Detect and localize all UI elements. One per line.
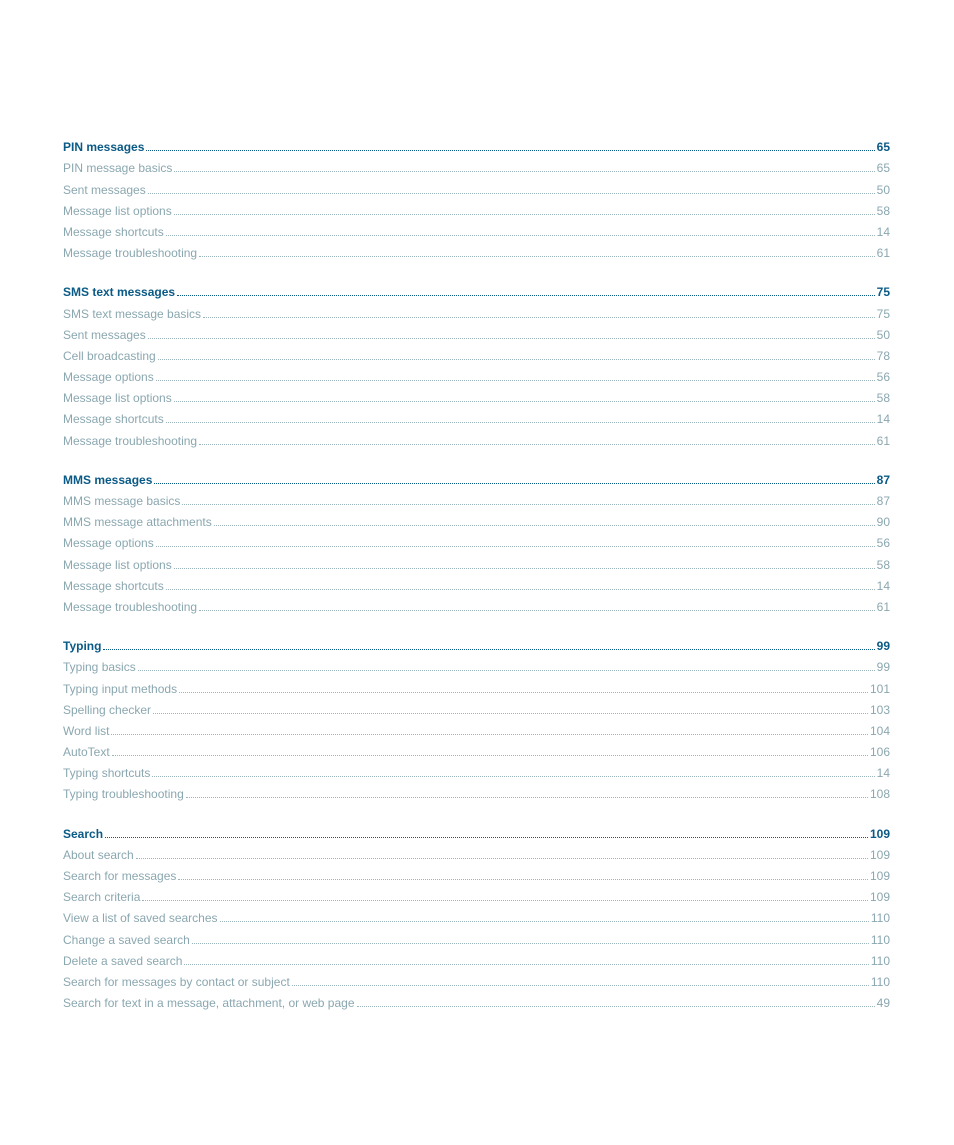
toc-heading-page: 109 <box>869 826 890 841</box>
toc-entry-title: MMS message basics <box>63 494 181 508</box>
toc-entry-page: 14 <box>876 412 890 427</box>
toc-entry[interactable] <box>63 842 890 863</box>
dot-leader <box>220 921 869 922</box>
toc-entry-page: 106 <box>869 745 890 760</box>
toc-entry-page: 58 <box>876 203 890 218</box>
toc-entry[interactable] <box>63 990 890 1011</box>
dot-leader <box>166 422 875 423</box>
toc-entry-page: 14 <box>876 224 890 239</box>
toc-entry-page: 103 <box>869 702 890 717</box>
toc-entry-page: 101 <box>869 681 890 696</box>
toc-entry[interactable] <box>63 300 890 321</box>
toc-entry-page: 61 <box>876 246 890 261</box>
dot-leader <box>148 338 875 339</box>
dot-leader <box>156 380 875 381</box>
dot-leader <box>112 755 868 756</box>
toc-entry[interactable] <box>63 718 890 739</box>
toc-entry[interactable] <box>63 697 890 718</box>
dot-leader <box>174 214 875 215</box>
toc-entry-title: Message troubleshooting <box>63 246 198 261</box>
dot-leader <box>142 900 868 901</box>
toc-entry[interactable] <box>63 739 890 760</box>
toc-entry-title: PIN message basics <box>63 161 173 176</box>
dot-leader <box>174 401 875 402</box>
dot-leader <box>203 317 875 318</box>
toc-entry-page: 110 <box>870 953 890 968</box>
toc-entry-title: Message troubleshooting <box>63 599 198 614</box>
toc-entry-page: 61 <box>876 433 890 448</box>
dot-leader <box>148 193 875 194</box>
toc-entry[interactable] <box>63 884 890 905</box>
toc-entry-page: 58 <box>876 391 890 406</box>
dot-leader <box>186 797 868 798</box>
dot-leader <box>154 483 874 484</box>
toc-entry-title: Sent messages <box>63 327 146 342</box>
dot-leader <box>177 295 875 296</box>
toc-entry-page: 56 <box>876 536 890 551</box>
toc-section <box>63 820 890 1011</box>
toc-entry-page: 109 <box>869 869 890 883</box>
toc-entry-page: 65 <box>876 161 890 176</box>
toc-section-heading[interactable] <box>63 279 890 300</box>
toc-entry-title: Message list options <box>63 557 172 572</box>
toc-entry-title: Delete a saved search <box>63 953 183 968</box>
toc-entry[interactable] <box>63 406 890 427</box>
dot-leader <box>179 692 868 693</box>
toc-heading-page: 99 <box>876 639 890 654</box>
toc-entry[interactable] <box>63 530 890 551</box>
toc-entry[interactable] <box>63 969 890 990</box>
toc-heading-title: SMS text messages <box>63 285 176 300</box>
dot-leader <box>105 837 868 838</box>
toc-section <box>63 633 890 803</box>
toc-entry[interactable] <box>63 176 890 197</box>
toc-entry[interactable] <box>63 427 890 448</box>
toc-entry[interactable] <box>63 488 890 509</box>
toc-entry[interactable] <box>63 551 890 572</box>
toc-entry[interactable] <box>63 155 890 176</box>
toc-entry-page: 90 <box>876 515 890 530</box>
toc-entry-page: 14 <box>876 766 890 781</box>
toc-entry-page: 99 <box>876 660 890 675</box>
dot-leader <box>138 670 875 671</box>
toc-entry-page: 109 <box>869 890 890 905</box>
dot-leader <box>178 879 868 880</box>
toc-section-heading[interactable] <box>63 134 890 155</box>
toc-section <box>63 279 890 449</box>
toc-entry[interactable] <box>63 573 890 594</box>
toc-entry[interactable] <box>63 240 890 261</box>
toc-entry-title: Sent messages <box>63 182 146 197</box>
toc-section-heading[interactable] <box>63 467 890 488</box>
toc-entry-page: 56 <box>876 370 890 385</box>
dot-leader <box>199 256 875 257</box>
toc-entry-title: Search for messages by contact or subject <box>63 974 290 989</box>
toc-heading-page: 75 <box>876 285 890 300</box>
dot-leader <box>166 589 875 590</box>
toc-entry-title: Typing shortcuts <box>63 766 151 781</box>
toc-entry[interactable] <box>63 364 890 385</box>
toc-entry-page: 61 <box>876 599 890 614</box>
toc-heading-title: Search <box>63 826 104 841</box>
toc-entry-title: Search for text in a message, attachment, or web page <box>63 996 355 1011</box>
toc-heading-title: MMS messages <box>63 472 153 487</box>
toc-entry-title: Search for messages <box>63 869 177 883</box>
toc-entry-page: 109 <box>869 847 890 862</box>
dot-leader <box>214 525 875 526</box>
toc-entry-page: 50 <box>876 327 890 342</box>
dot-leader <box>158 359 875 360</box>
toc-entry-page: 110 <box>870 974 890 989</box>
toc-entry-title: About search <box>63 847 134 862</box>
dot-leader <box>357 1006 875 1007</box>
toc-entry-title: Message list options <box>63 391 172 406</box>
toc-entry-page: 49 <box>876 996 890 1011</box>
toc-entry-title: Change a saved search <box>63 932 190 947</box>
toc-entry[interactable] <box>63 594 890 615</box>
toc-heading-title: Typing <box>63 639 102 654</box>
toc-section <box>63 467 890 615</box>
toc-entry-title: Spelling checker <box>63 702 152 717</box>
dot-leader <box>192 943 869 944</box>
dot-leader <box>153 713 868 714</box>
toc-entry[interactable] <box>63 509 890 530</box>
dot-leader <box>199 610 875 611</box>
toc-entry[interactable] <box>63 219 890 240</box>
toc-entry-page: 75 <box>876 306 890 321</box>
toc-entry[interactable] <box>63 926 890 947</box>
dot-leader <box>156 546 875 547</box>
toc-entry-page: 78 <box>876 348 890 363</box>
toc-heading-page: 65 <box>876 140 890 155</box>
toc-entry-page: 58 <box>876 557 890 572</box>
dot-leader <box>166 235 875 236</box>
toc-entry-page: 108 <box>869 787 890 802</box>
dot-leader <box>174 568 875 569</box>
toc-entry-title: Typing input methods <box>63 681 178 696</box>
toc-entry[interactable] <box>63 905 890 926</box>
toc-entry-page: 104 <box>869 723 890 738</box>
toc-entry-title: Typing troubleshooting <box>63 787 184 802</box>
table-of-contents <box>63 134 890 1029</box>
toc-entry-title: Message list options <box>63 203 172 218</box>
toc-entry-title: Search criteria <box>63 890 141 905</box>
toc-heading-page: 87 <box>876 472 890 487</box>
toc-entry[interactable] <box>63 781 890 802</box>
toc-entry-title: Word list <box>63 723 110 738</box>
toc-entry[interactable] <box>63 760 890 781</box>
toc-section-heading[interactable] <box>63 820 890 841</box>
toc-entry-title: AutoText <box>63 745 110 760</box>
toc-entry-title: Cell broadcasting <box>63 348 156 363</box>
dot-leader <box>146 150 874 151</box>
dot-leader <box>103 649 874 650</box>
toc-entry-title: Message shortcuts <box>63 578 164 593</box>
toc-entry-title: Message options <box>63 536 154 551</box>
toc-entry-title: MMS message attachments <box>63 515 212 530</box>
toc-entry[interactable] <box>63 322 890 343</box>
toc-entry[interactable] <box>63 863 890 884</box>
toc-section-heading[interactable] <box>63 633 890 654</box>
dot-leader <box>199 444 875 445</box>
toc-entry-title: Message options <box>63 370 154 385</box>
toc-entry-page: 110 <box>870 932 890 947</box>
toc-entry-title: Typing basics <box>63 660 136 675</box>
toc-entry-page: 87 <box>876 494 890 508</box>
dot-leader <box>152 776 874 777</box>
toc-entry-page: 50 <box>876 182 890 197</box>
toc-entry-title: Message shortcuts <box>63 412 164 427</box>
dot-leader <box>111 734 868 735</box>
toc-entry-title: Message troubleshooting <box>63 433 198 448</box>
dot-leader <box>184 964 868 965</box>
toc-entry[interactable] <box>63 654 890 675</box>
dot-leader <box>174 171 874 172</box>
toc-entry-page: 110 <box>870 911 890 926</box>
toc-entry-title: SMS text message basics <box>63 306 202 321</box>
dot-leader <box>182 504 874 505</box>
toc-entry-page: 14 <box>876 578 890 593</box>
toc-heading-title: PIN messages <box>63 140 145 155</box>
toc-section <box>63 134 890 261</box>
dot-leader <box>136 858 868 859</box>
toc-entry[interactable] <box>63 198 890 219</box>
toc-entry-title: View a list of saved searches <box>63 911 218 926</box>
toc-entry[interactable] <box>63 343 890 364</box>
dot-leader <box>292 985 869 986</box>
toc-entry[interactable] <box>63 675 890 696</box>
toc-entry[interactable] <box>63 948 890 969</box>
toc-entry-title: Message shortcuts <box>63 224 164 239</box>
toc-entry[interactable] <box>63 385 890 406</box>
